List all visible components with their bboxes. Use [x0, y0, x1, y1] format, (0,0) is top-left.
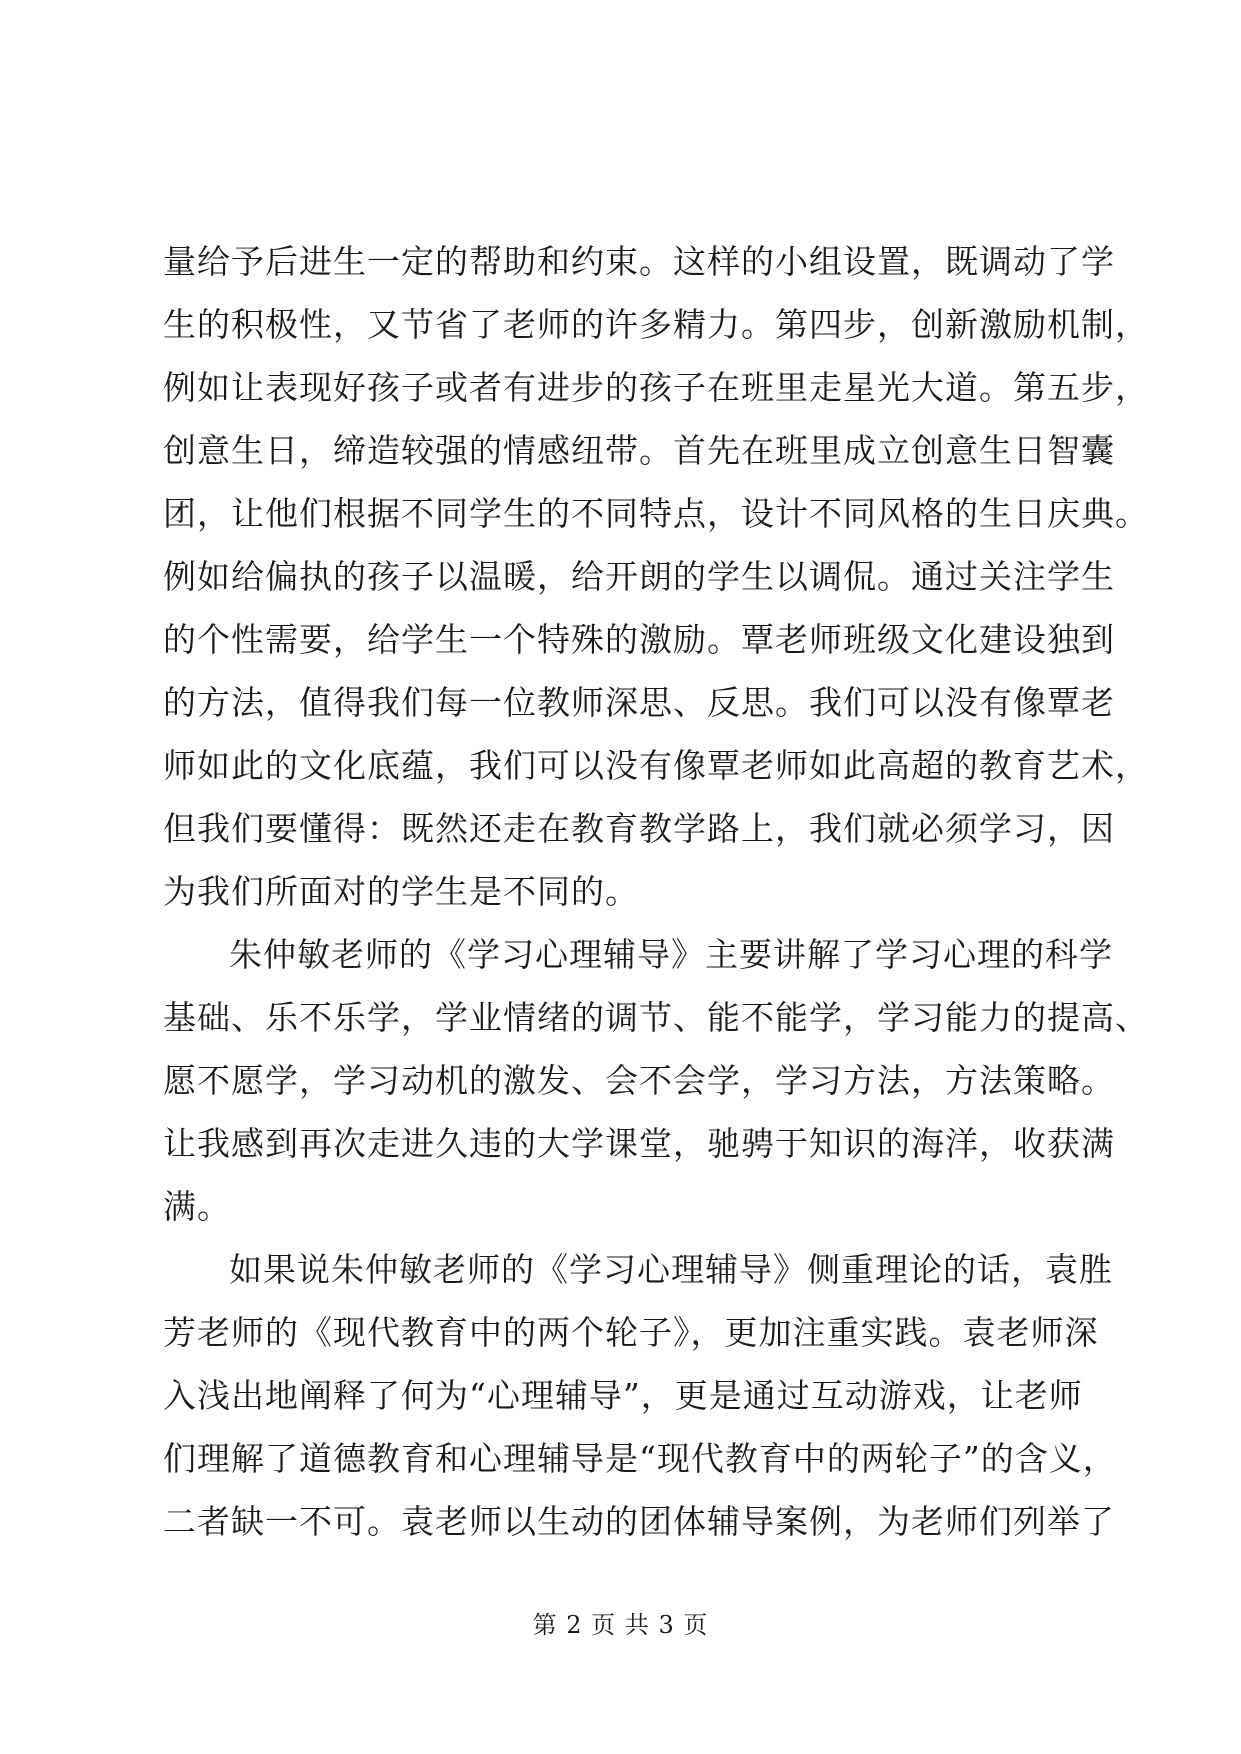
text-line: 例如让表现好孩子或者有进步的孩子在班里走星光大道。第五步，	[163, 368, 1149, 407]
text-line: 创意生日，缔造较强的情感纽带。首先在班里成立创意生日智囊	[163, 431, 1115, 470]
paragraph-2	[163, 923, 1149, 1238]
text-line: 满。	[163, 1187, 231, 1226]
text-line: 的方法，值得我们每一位教师深思、反思。我们可以没有像覃老	[163, 683, 1115, 722]
text-line: 例如给偏执的孩子以温暖，给开朗的学生以调侃。通过关注学生	[163, 557, 1115, 596]
text-line: 让我感到再次走进久违的大学课堂，驰骋于知识的海洋，收获满	[163, 1124, 1115, 1163]
text-line: 二者缺一不可。袁老师以生动的团体辅导案例，为老师们列举了	[163, 1502, 1115, 1541]
text-line: 的个性需要，给学生一个特殊的激励。覃老师班级文化建设独到	[163, 620, 1115, 659]
page-number-footer: 第 2 页 共 3 页	[532, 1611, 709, 1639]
text-line: 愿不愿学，学习动机的激发、会不会学，学习方法，方法策略。	[163, 1061, 1115, 1100]
text-line: 芳老师的《现代教育中的两个轮子》，更加注重实践。袁老师深	[163, 1313, 1099, 1352]
text-line: 入浅出地阐释了何为“心理辅导”，更是通过互动游戏，让老师	[163, 1376, 1083, 1415]
text-line: 但我们要懂得：既然还走在教育教学路上，我们就必须学习，因	[163, 809, 1115, 848]
text-line: 为我们所面对的学生是不同的。	[163, 872, 639, 911]
text-line: 如果说朱仲敏老师的《学习心理辅导》侧重理论的话，袁胜	[229, 1250, 1113, 1289]
text-line: 量给予后进生一定的帮助和约束。这样的小组设置，既调动了学	[163, 242, 1115, 281]
paragraph-3	[163, 1238, 1123, 1553]
text-line: 们理解了道德教育和心理辅导是“现代教育中的两轮子”的含义，	[163, 1439, 1117, 1478]
text-line: 基础、乐不乐学，学业情绪的调节、能不能学，学习能力的提高、	[163, 998, 1149, 1037]
text-line: 生的积极性，又节省了老师的许多精力。第四步，创新激励机制，	[163, 305, 1149, 344]
text-line: 团，让他们根据不同学生的不同特点，设计不同风格的生日庆典。	[163, 494, 1149, 533]
paragraph-1	[163, 230, 1149, 923]
document-body	[163, 230, 1149, 1553]
text-line: 师如此的文化底蕴，我们可以没有像覃老师如此高超的教育艺术，	[163, 746, 1149, 785]
text-line: 朱仲敏老师的《学习心理辅导》主要讲解了学习心理的科学	[229, 935, 1113, 974]
